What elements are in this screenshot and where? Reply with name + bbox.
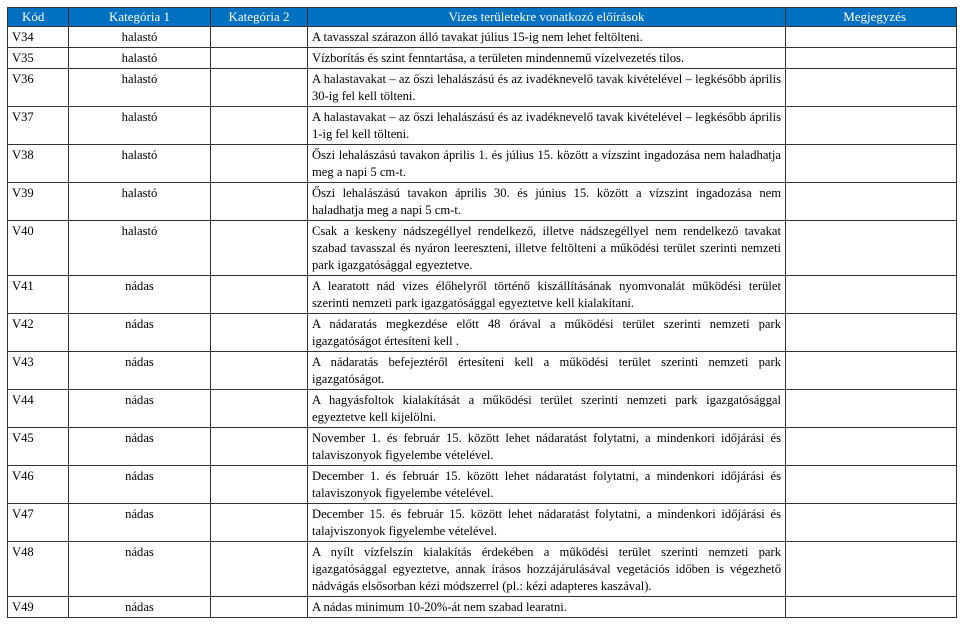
row-category1: nádas [69, 428, 211, 466]
table-row [8, 107, 957, 145]
row-note [786, 107, 957, 145]
row-category1: nádas [69, 276, 211, 314]
row-category1: nádas [69, 314, 211, 352]
row-code: V43 [8, 352, 69, 390]
row-category1: halastó [69, 183, 211, 221]
row-code: V40 [8, 221, 69, 276]
row-note [786, 221, 957, 276]
row-code: V39 [8, 183, 69, 221]
row-category2 [211, 352, 308, 390]
row-rule: A nádaratás befejeztéről értesíteni kell a működési terület szerinti nemzeti park igazgatóságot. [308, 352, 786, 390]
row-note [786, 542, 957, 597]
row-code: V41 [8, 276, 69, 314]
header-code: Kód [8, 8, 69, 27]
table-row [8, 48, 957, 69]
row-category2 [211, 504, 308, 542]
row-category2 [211, 466, 308, 504]
row-rule: Őszi lehalászású tavakon április 1. és július 15. között a vízszint ingadozása nem haladhatja meg a napi 5 cm-t. [308, 145, 786, 183]
table-body [8, 27, 957, 618]
row-rule: Vízborítás és szint fenntartása, a területen mindennemű vízelvezetés tilos. [308, 48, 786, 69]
table-row [8, 183, 957, 221]
row-category1: halastó [69, 27, 211, 48]
table-row [8, 314, 957, 352]
row-category1: nádas [69, 390, 211, 428]
row-code: V47 [8, 504, 69, 542]
row-category2 [211, 314, 308, 352]
row-category1: halastó [69, 107, 211, 145]
row-note [786, 352, 957, 390]
table-row [8, 276, 957, 314]
row-note [786, 597, 957, 618]
row-note [786, 428, 957, 466]
table-row [8, 542, 957, 597]
row-code: V36 [8, 69, 69, 107]
row-category2 [211, 276, 308, 314]
row-category1: halastó [69, 145, 211, 183]
row-note [786, 390, 957, 428]
row-rule: A nyílt vízfelszín kialakítás érdekében a működési terület szerinti nemzeti park igazgatósággal egyeztetve, annak írásos hozzájárulásával vegetációs időben is végezhető nádvágás elsősorban kézi módszerrel (pl.: kézi adapteres kaszával). [308, 542, 786, 597]
row-category2 [211, 428, 308, 466]
row-category1: nádas [69, 352, 211, 390]
row-note [786, 69, 957, 107]
row-category2 [211, 48, 308, 69]
row-category2 [211, 390, 308, 428]
table-row [8, 390, 957, 428]
regulations-table [7, 7, 957, 618]
row-code: V42 [8, 314, 69, 352]
header-row [8, 8, 957, 27]
row-code: V34 [8, 27, 69, 48]
row-note [786, 183, 957, 221]
row-code: V35 [8, 48, 69, 69]
row-rule: A hagyásfoltok kialakítását a működési terület szerinti nemzeti park igazgatósággal egyeztetve kell kijelölni. [308, 390, 786, 428]
row-code: V45 [8, 428, 69, 466]
header-note: Megjegyzés [786, 8, 957, 27]
row-code: V38 [8, 145, 69, 183]
table-row [8, 504, 957, 542]
row-category1: halastó [69, 48, 211, 69]
row-code: V48 [8, 542, 69, 597]
row-code: V49 [8, 597, 69, 618]
table-row [8, 69, 957, 107]
row-note [786, 276, 957, 314]
row-rule: A halastavakat – az őszi lehalászású és az ivadéknevelő tavak kivételével – legkésőbb április 30-ig fel kell tölteni. [308, 69, 786, 107]
row-category1: nádas [69, 542, 211, 597]
row-category2 [211, 27, 308, 48]
row-category1: nádas [69, 466, 211, 504]
row-rule: November 1. és február 15. között lehet nádaratást folytatni, a mindenkori időjárási és talaviszonyok figyelembe vételével. [308, 428, 786, 466]
row-category2 [211, 145, 308, 183]
table-row [8, 145, 957, 183]
row-rule: A nádaratás megkezdése előtt 48 órával a működési terület szerinti nemzeti park igazgatóságot értesíteni kell . [308, 314, 786, 352]
row-category2 [211, 107, 308, 145]
row-rule: A tavasszal szárazon álló tavakat július 15-ig nem lehet feltölteni. [308, 27, 786, 48]
header-category1: Kategória 1 [69, 8, 211, 27]
row-category2 [211, 542, 308, 597]
row-rule: Csak a keskeny nádszegéllyel rendelkező, illetve nádszegéllyel nem rendelkező tavakat szabad tavasszal és nyáron leereszteni, illetve feltölteni a működési terület szerinti nemzeti park igazgatósággal egyeztetve. [308, 221, 786, 276]
row-rule: A learatott nád vizes élőhelyről történő kiszállításának nyomvonalát működési terület szerinti nemzeti park igazgatósággal egyeztetve kell kialakítani. [308, 276, 786, 314]
row-code: V37 [8, 107, 69, 145]
row-note [786, 27, 957, 48]
table-row [8, 597, 957, 618]
row-code: V46 [8, 466, 69, 504]
row-rule: December 1. és február 15. között lehet nádaratást folytatni, a mindenkori időjárási és talaviszonyok figyelembe vételével. [308, 466, 786, 504]
table-row [8, 428, 957, 466]
row-category1: halastó [69, 221, 211, 276]
row-category1: nádas [69, 597, 211, 618]
row-rule: A nádas minimum 10-20%-át nem szabad learatni. [308, 597, 786, 618]
table-row [8, 221, 957, 276]
header-rule: Vizes területekre vonatkozó előírások [308, 8, 786, 27]
row-category1: halastó [69, 69, 211, 107]
table-row [8, 466, 957, 504]
row-note [786, 145, 957, 183]
row-category2 [211, 597, 308, 618]
row-rule: Őszi lehalászású tavakon április 30. és június 15. között a vízszint ingadozása nem haladhatja meg a napi 5 cm-t. [308, 183, 786, 221]
row-rule: A halastavakat – az őszi lehalászású és az ivadéknevelő tavak kivételével – legkésőbb április 1-ig fel kell tölteni. [308, 107, 786, 145]
table-row [8, 27, 957, 48]
row-category2 [211, 221, 308, 276]
row-rule: December 15. és február 15. között lehet nádaratást folytatni, a mindenkori időjárási és talajviszonyok figyelembe vételével. [308, 504, 786, 542]
row-category1: nádas [69, 504, 211, 542]
header-category2: Kategória 2 [211, 8, 308, 27]
row-note [786, 48, 957, 69]
row-category2 [211, 69, 308, 107]
table-row [8, 352, 957, 390]
row-note [786, 314, 957, 352]
row-note [786, 504, 957, 542]
row-code: V44 [8, 390, 69, 428]
row-category2 [211, 183, 308, 221]
row-note [786, 466, 957, 504]
